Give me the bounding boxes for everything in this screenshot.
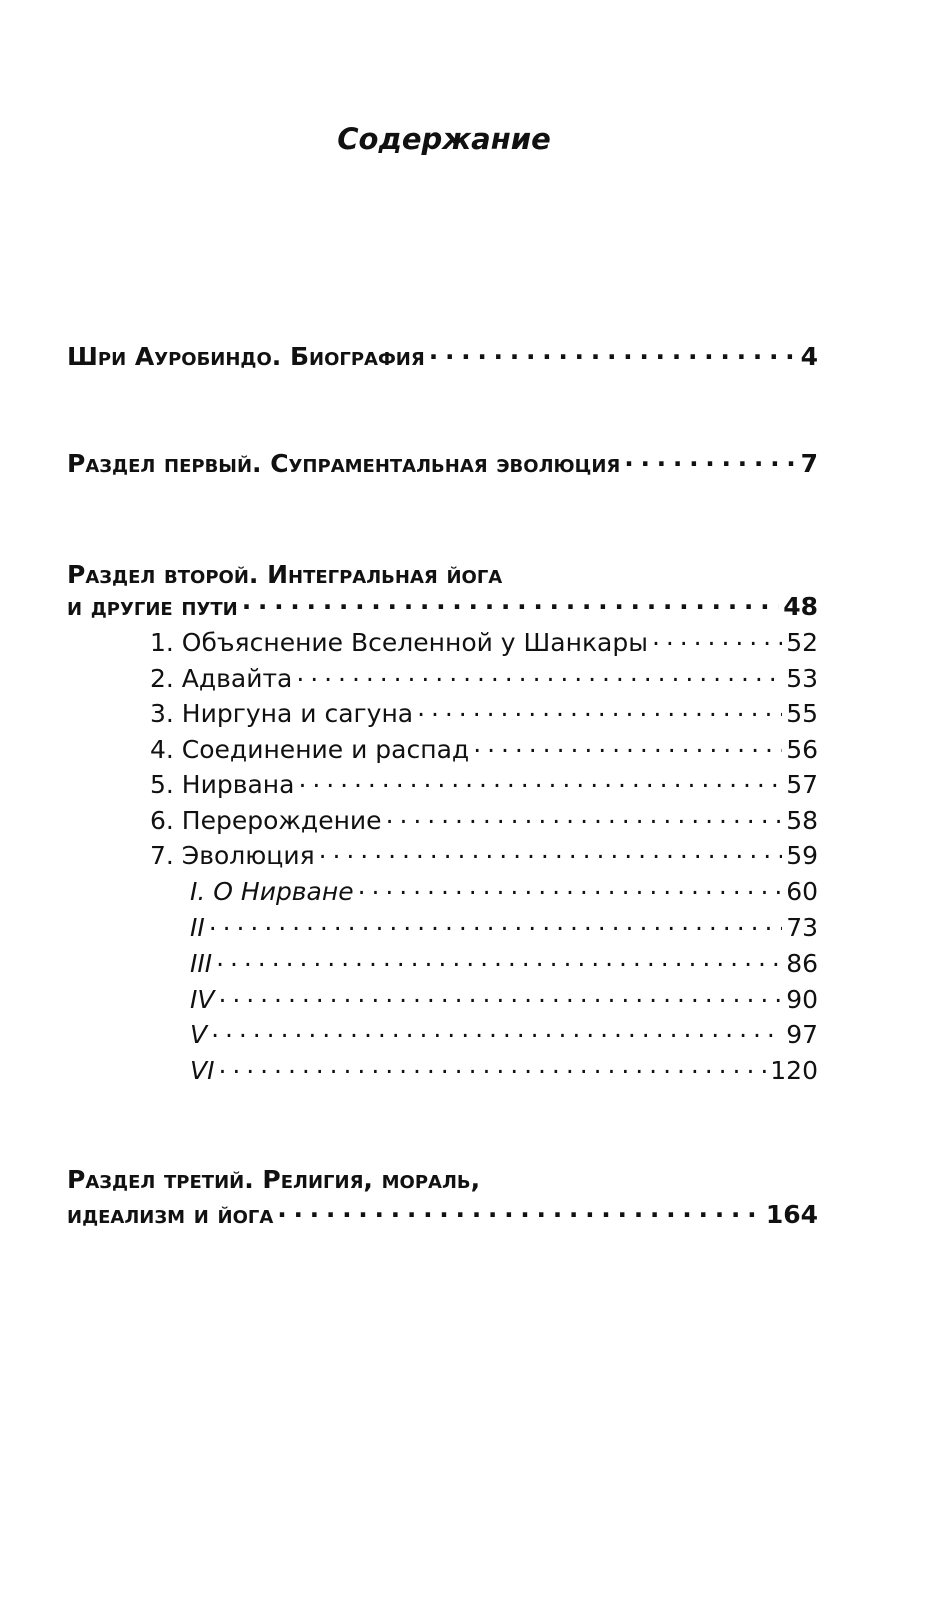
- dot-leader: [624, 447, 796, 472]
- dot-leader: [277, 1198, 762, 1223]
- toc-entry-section-3[interactable]: [67, 1198, 818, 1234]
- entry-title-line1: Раздел второй. Интегральная йога: [67, 560, 503, 589]
- toc-entry-biography[interactable]: [67, 340, 818, 376]
- entry-title: Шри Ауробиндо. Биография: [67, 342, 425, 371]
- entry-title: VI: [190, 1056, 215, 1085]
- dot-leader: [473, 733, 782, 758]
- page-number: 120: [770, 1056, 818, 1085]
- page-number: 48: [783, 592, 818, 621]
- dot-leader: [218, 1054, 766, 1079]
- toc-entry-section-1[interactable]: [67, 447, 818, 483]
- entry-title: 1. Объяснение Вселенной у Шанкары: [150, 628, 648, 657]
- page-number: 90: [786, 985, 818, 1014]
- entry-title: 4. Соединение и распад: [150, 735, 470, 764]
- toc-entry[interactable]: [150, 662, 818, 698]
- page-title: Содержание: [337, 122, 551, 156]
- toc-entry[interactable]: [150, 839, 818, 875]
- dot-leader: [417, 697, 782, 722]
- dot-leader: [218, 983, 782, 1008]
- entry-title: и другие пути: [67, 592, 238, 621]
- dot-leader: [386, 804, 783, 829]
- page-number: 58: [786, 806, 818, 835]
- toc-entry[interactable]: [190, 947, 818, 983]
- page-number: 57: [786, 770, 818, 799]
- toc-entry[interactable]: [150, 697, 818, 733]
- dot-leader: [211, 1018, 782, 1043]
- dot-leader: [296, 662, 782, 687]
- entry-title: II: [190, 913, 205, 942]
- entry-title: V: [190, 1020, 208, 1049]
- entry-title: 6. Перерождение: [150, 806, 382, 835]
- toc-entry[interactable]: [190, 911, 818, 947]
- page-number: 56: [786, 735, 818, 764]
- toc-entry[interactable]: [150, 804, 818, 840]
- page-number: 86: [786, 949, 818, 978]
- page-number: 52: [786, 628, 818, 657]
- page-number: 164: [765, 1200, 818, 1229]
- page-number: 7: [800, 449, 818, 478]
- dot-leader: [429, 340, 797, 365]
- entry-title: 3. Ниргуна и сагуна: [150, 699, 414, 728]
- toc-entry[interactable]: [190, 983, 818, 1019]
- toc-entry[interactable]: [150, 626, 818, 662]
- toc-entry-section-2[interactable]: [67, 590, 818, 626]
- toc-entry[interactable]: [190, 875, 818, 911]
- toc-entry[interactable]: [190, 1018, 818, 1054]
- entry-title: идеализм и йога: [67, 1200, 274, 1229]
- entry-title: 2. Адвайта: [150, 664, 293, 693]
- entry-title-line1: Раздел третий. Религия, мораль,: [67, 1165, 481, 1194]
- entry-title: I. О Нирване: [190, 877, 354, 906]
- dot-leader: [358, 875, 783, 900]
- page-number: 59: [786, 841, 818, 870]
- toc-entry[interactable]: [190, 1054, 818, 1090]
- toc-entry[interactable]: [150, 768, 818, 804]
- entry-title: 5. Нирвана: [150, 770, 295, 799]
- entry-title: IV: [190, 985, 215, 1014]
- dot-leader: [319, 839, 783, 864]
- page-number: 97: [786, 1020, 818, 1049]
- dot-leader: [298, 768, 782, 793]
- page-number: 60: [786, 877, 818, 906]
- entry-title: 7. Эволюция: [150, 841, 315, 870]
- page-number: 4: [800, 342, 818, 371]
- entry-title: III: [190, 949, 213, 978]
- dot-leader: [242, 590, 780, 615]
- page-number: 53: [786, 664, 818, 693]
- dot-leader: [209, 911, 782, 936]
- toc-entry[interactable]: [150, 733, 818, 769]
- dot-leader: [216, 947, 782, 972]
- dot-leader: [652, 626, 782, 651]
- page-number: 55: [786, 699, 818, 728]
- page-number: 73: [786, 913, 818, 942]
- entry-title: Раздел первый. Супраментальная эволюция: [67, 449, 621, 478]
